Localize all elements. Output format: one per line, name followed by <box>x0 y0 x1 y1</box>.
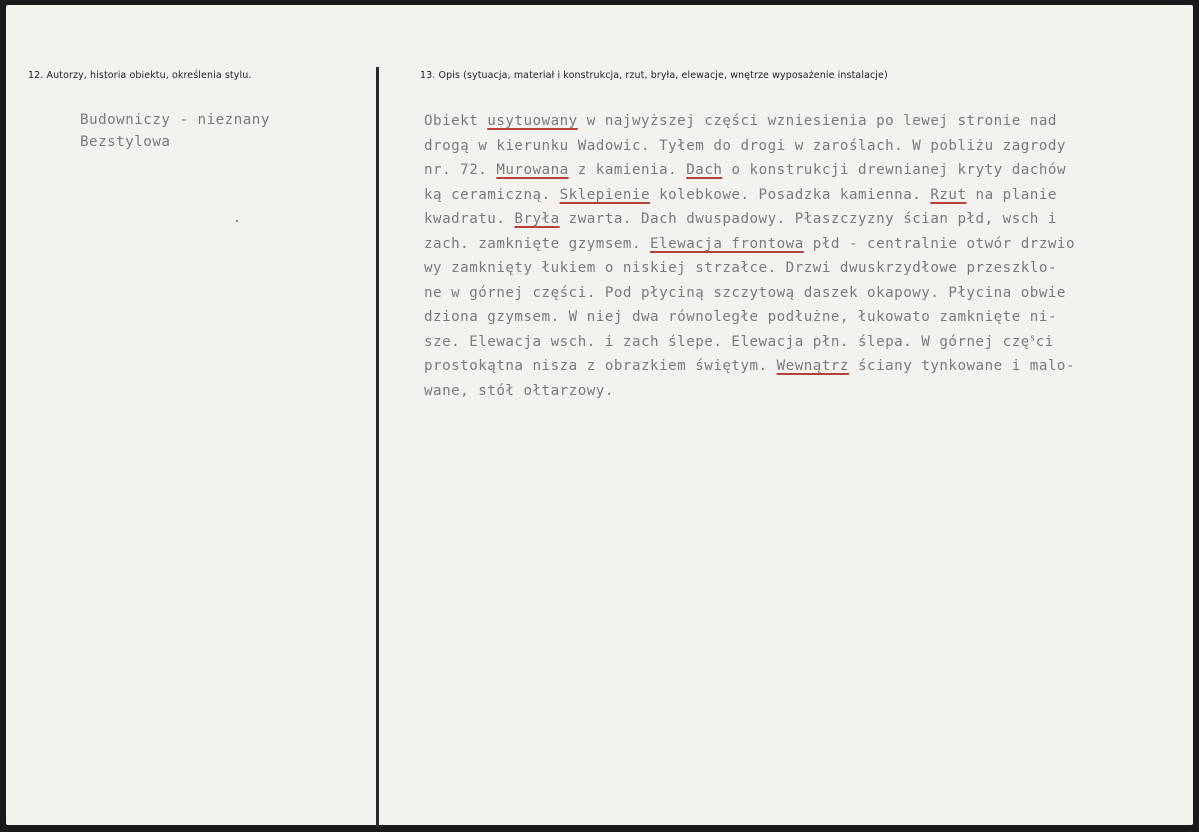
description-line <box>424 207 1169 232</box>
underlined-keyword: Sklepienie <box>559 186 651 203</box>
description-text: ne w górnej części. Pod płyciną szczytową daszek okapowy. Płycina obwie <box>424 284 1066 301</box>
builder-line: Budowniczy - nieznany <box>80 112 270 128</box>
column-divider <box>376 67 379 827</box>
description-text: ci <box>1035 333 1054 350</box>
description-text: w najwyższej części wzniesienia po lewej stronie nad <box>577 113 1057 129</box>
description-text: nr. 72. <box>424 162 497 178</box>
underlined-keyword: Wewnątrz <box>776 358 849 374</box>
description-text: zwarta. Dach dwuspadowy. Płaszczyzny ścian płd, wsch i <box>559 211 1057 227</box>
description-text: ściany tynkowane i malo- <box>848 358 1076 374</box>
description-text: s <box>1029 332 1036 343</box>
description-line <box>424 354 1169 379</box>
section-13-header: 13. Opis (sytuacja, materiał i konstrukcja, rzut, bryła, elewacje, wnętrze wyposażenie instalacje) <box>420 70 888 81</box>
description-text: prostokątna nisza z obrazkiem świętym. <box>424 358 777 374</box>
description-line <box>424 183 1169 208</box>
description-text: o konstrukcji drewnianej kryty dachów <box>722 162 1066 178</box>
description-text: zach. zamknięte gzymsem. <box>424 235 651 252</box>
ink-speck <box>236 220 238 222</box>
description-text: wane, stół ołtarzowy. <box>424 382 614 399</box>
description-line <box>424 134 1169 159</box>
underlined-keyword: Elewacja frontowa <box>650 235 804 252</box>
description-text: kolebkowe. Posadzka kamienna. <box>650 186 931 203</box>
description-text: dziona gzymsem. W niej dwa równoległe podłużne, łukowato zamknięte ni- <box>424 309 1057 325</box>
description-text: na planie <box>966 186 1057 203</box>
underlined-keyword: usytuowany <box>487 113 578 129</box>
description-line <box>424 379 1169 404</box>
section-12-header: 12. Autorzy, historia obiektu, określenia stylu. <box>28 70 252 81</box>
description-line <box>424 281 1169 306</box>
description-line <box>424 109 1169 134</box>
description-field <box>424 109 1169 403</box>
description-text: kwadratu. <box>424 211 515 227</box>
underlined-keyword: Bryła <box>514 211 560 227</box>
description-line <box>424 305 1169 330</box>
description-line <box>424 158 1169 183</box>
description-line <box>424 330 1169 355</box>
description-text: z kamienia. <box>568 162 687 178</box>
description-text: Obiekt <box>424 113 488 129</box>
style-line: Bezstylowa <box>80 134 171 150</box>
description-line <box>424 256 1169 281</box>
authors-style-field <box>80 109 270 153</box>
description-text: drogą w kierunku Wadowic. Tyłem do drogi w zaroślach. W pobliżu zagrody <box>424 137 1066 154</box>
underlined-keyword: Murowana <box>496 162 569 178</box>
description-line <box>424 232 1169 257</box>
description-text: płd - centralnie otwór drzwio <box>803 235 1076 252</box>
description-text: wy zamknięty łukiem o niskiej strzałce. Drzwi dwuskrzydłowe przeszklo- <box>424 260 1057 276</box>
description-text: sze. Elewacja wsch. i zach ślepe. Elewacja płn. ślepa. W górnej czę <box>424 333 1030 350</box>
underlined-keyword: Rzut <box>930 186 967 203</box>
underlined-keyword: Dach <box>686 162 723 178</box>
description-text: ką ceramiczną. <box>424 186 560 203</box>
inventory-card <box>6 5 1193 825</box>
